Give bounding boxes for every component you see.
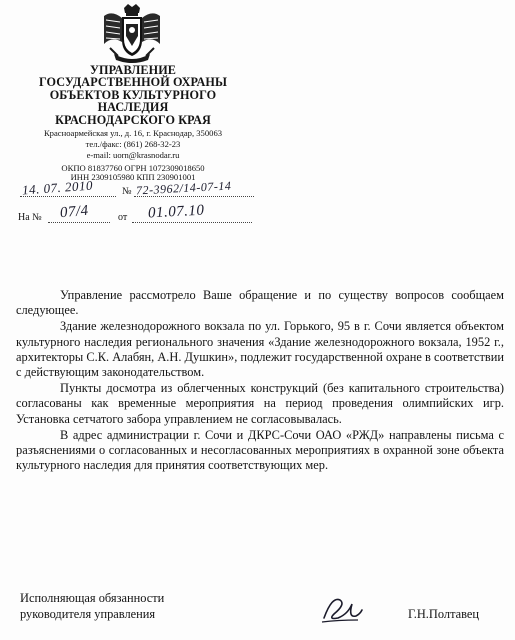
letter-body [16,288,504,473]
body-paragraph: Пункты досмотра из облегченных конструкций (без капитального строительства) согласованы как временные мероприятия на период проведения олимпийских игр. Установка сетчатого забора управлением не согласовывалась. [16,381,504,426]
signatory-position-line2: руководителя управления [20,607,156,621]
org-name-line: КРАСНОДАРСКОГО КРАЯ [55,112,211,127]
outgoing-date: 14. 07. 2010 [21,177,94,198]
org-phone: тел./факс: (861) 268-32-23 [85,139,181,149]
handwritten-signature-icon [318,592,364,626]
outgoing-number: 72-3962/14-07-14 [135,178,232,198]
org-inn: ИНН 2309105980 КПП 230901001 [70,172,196,182]
org-name-line: УПРАВЛЕНИЕ [89,63,177,77]
outgoing-number-sign: № [122,186,132,197]
org-address: Красноармейская ул., д. 16, г. Краснодар, 350063 [43,128,223,138]
reply-date-rule [132,222,252,223]
body-paragraph: Управление рассмотрело Ваше обращение и по существу вопросов сообщаем следующее. [16,288,504,318]
reply-to-label: На № [18,212,42,223]
coat-of-arms-icon [100,2,164,64]
org-okpo: ОКПО 81837760 ОГРН 1072309018650 [61,163,205,173]
outgoing-number-rule [134,196,254,197]
reply-from-label: от [118,212,128,223]
org-name-line: ГОСУДАРСТВЕННОЙ ОХРАНЫ [38,75,228,90]
organization-name [8,64,258,126]
reply-to-number: 07/4 [59,202,90,222]
org-name-line: ОБЪЕКТОВ КУЛЬТУРНОГО [49,87,217,102]
org-name-line: НАСЛЕДИЯ [97,100,169,115]
signatory-name: Г.Н.Полтавец [408,607,480,621]
reply-to-number-rule [48,222,110,223]
signatory-position-line1: Исполняющая обязанности [20,591,165,605]
body-paragraph: В адрес администрации г. Сочи и ДКРС-Сочи ОАО «РЖД» направлены письма с разъяснениями о согласованных и несогласованных мероприятиях в охранной зоне объекта культурного наследия для принятия соответствующих мер. [16,427,504,473]
reply-date: 01.07.10 [147,202,205,222]
body-paragraph: Здание железнодорожного вокзала по ул. Горького, 95 в г. Сочи является объектом культурного наследия регионального значения «Здание железнодорожного вокзала, 1952 г., архитекторы С.К. Алабян, А.Н. Душкин», подлежит государственной охране в соответствии с действующим законодательством. [16,319,504,380]
org-email: e-mail: uorn@krasnodar.ru [86,150,180,160]
outgoing-date-rule [20,196,116,197]
